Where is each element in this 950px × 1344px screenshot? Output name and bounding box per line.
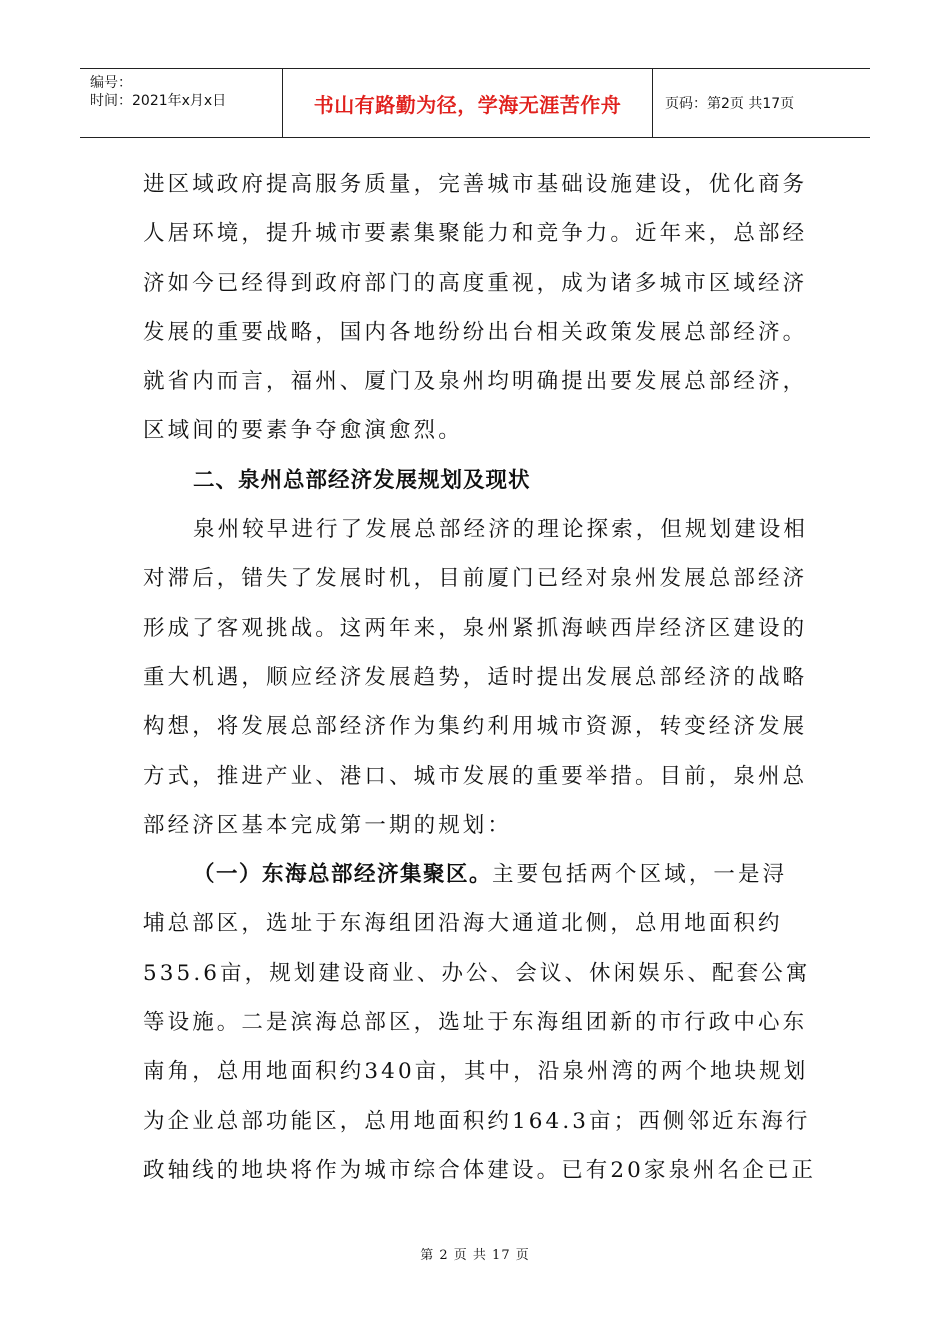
section-heading: 二、泉州总部经济发展规划及现状 <box>193 467 531 493</box>
body-line: 等设施。二是滨海总部区，选址于东海组团新的市行政中心东 <box>143 1010 808 1036</box>
body-line: 就省内而言，福州、厦门及泉州均明确提出要发展总部经济， <box>143 369 808 395</box>
document-body <box>143 160 817 1195</box>
body-text-span: 主要包括两个区域，一是浔 <box>492 862 788 888</box>
body-line: 南角，总用地面积约340亩，其中，沿泉州湾的两个地块规划 <box>143 1059 809 1085</box>
body-line: 区域间的要素争夺愈演愈烈。 <box>143 418 463 444</box>
body-line: 重大机遇，顺应经济发展趋势，适时提出发展总部经济的战略 <box>143 664 808 690</box>
body-line: 泉州较早进行了发展总部经济的理论探索，但规划建设相 <box>193 517 809 543</box>
body-line: 形成了客观挑战。这两年来，泉州紧抓海峡西岸经济区建设的 <box>143 615 808 641</box>
body-line: 埔总部区，选址于东海组团沿海大通道北侧，总用地面积约 <box>143 911 783 937</box>
body-line: 进区域政府提高服务质量，完善城市基础设施建设，优化商务 <box>143 172 808 197</box>
header-page-info-cell <box>653 69 870 137</box>
body-line: 为企业总部功能区，总用地面积约164.3亩；西侧邻近东海行 <box>143 1108 811 1134</box>
subsection-heading: （一）东海总部经济集聚区。 <box>193 862 493 888</box>
body-line: 发展的重要战略，国内各地纷纷出台相关政策发展总部经济。 <box>143 319 808 345</box>
subsection-line <box>143 850 808 899</box>
footer-page-number: 第 2 页 共 17 页 <box>420 1248 530 1263</box>
body-line: 对滞后，错失了发展时机，目前厦门已经对泉州发展总部经济 <box>143 566 808 592</box>
document-date-label: 时间：2021年x月x日 <box>90 93 227 109</box>
body-line: 部经济区基本完成第一期的规划： <box>143 812 513 838</box>
body-line: 535.6亩，规划建设商业、办公、会议、休闲娱乐、配套公寓 <box>143 960 811 986</box>
body-line: 人居环境，提升城市要素集聚能力和竞争力。近年来，总部经 <box>143 221 808 247</box>
header-motto-cell <box>283 69 653 137</box>
document-number-label: 编号： <box>90 75 132 91</box>
page-footer <box>0 1244 950 1263</box>
header-meta <box>80 69 283 137</box>
header-motto: 书山有路勤为径，学海无涯苦作舟 <box>313 92 622 117</box>
page-header <box>80 68 870 138</box>
body-line: 方式，推进产业、港口、城市发展的重要举措。目前，泉州总 <box>143 763 808 789</box>
body-line: 构想，将发展总部经济作为集约利用城市资源，转变经济发展 <box>143 714 808 740</box>
body-line: 政轴线的地块将作为城市综合体建设。已有20家泉州名企已正 <box>143 1157 817 1183</box>
body-line: 济如今已经得到政府部门的高度重视，成为诸多城市区域经济 <box>143 270 808 296</box>
header-page-info: 页码：第2页 共17页 <box>665 96 795 112</box>
